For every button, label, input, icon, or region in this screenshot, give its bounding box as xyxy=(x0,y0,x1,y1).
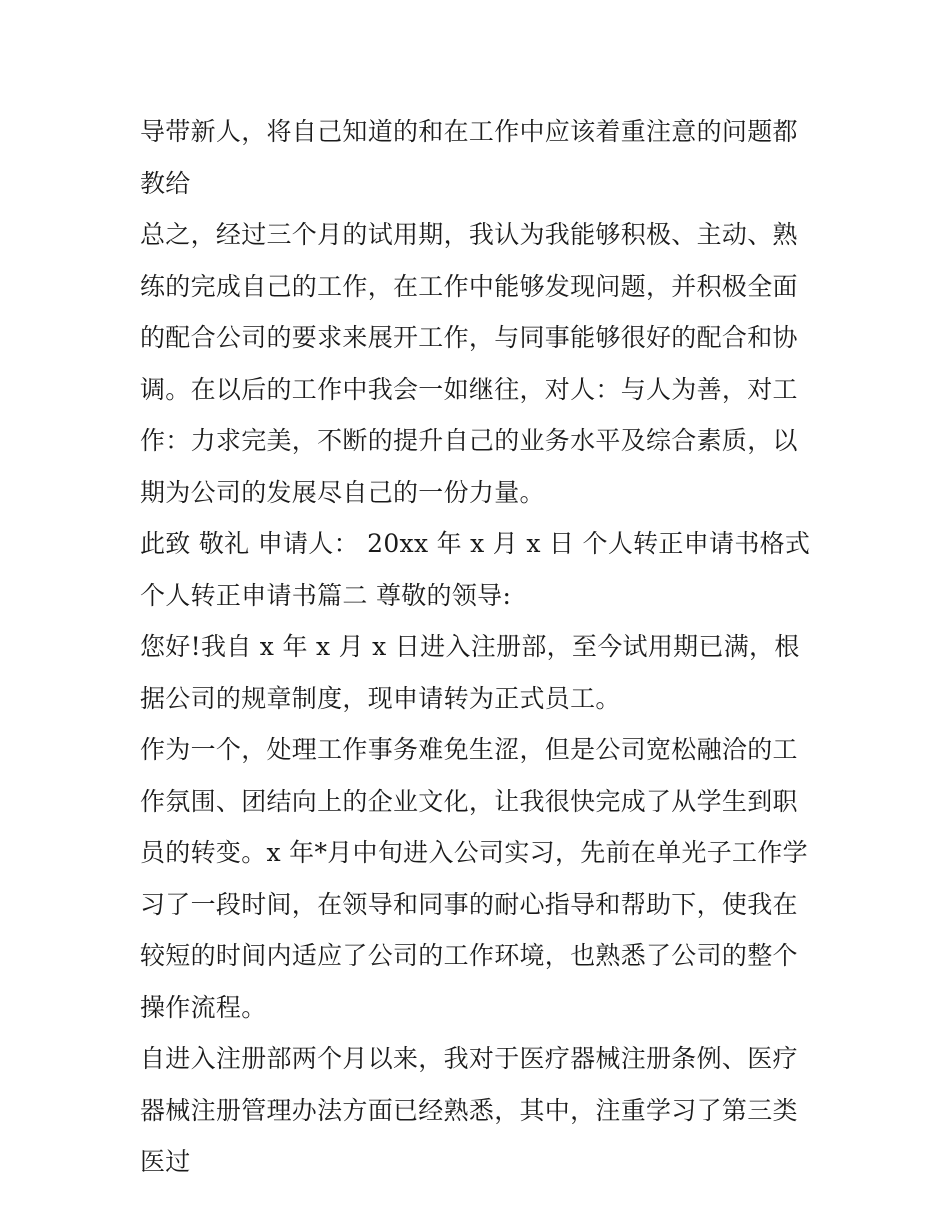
paragraph-2: 总之，经过三个月的试用期，我认为我能够积极、主动、熟练的完成自己的工作，在工作中能够发现问题，并积极全面的配合公司的要求来展开工作，与同事能够很好的配合和协调。在以后的工作中我会一如继往，对人：与人为善，对工作：力求完美，不断的提升自己的业务水平及综合素质，以期为公司的发展尽自己的一份力量。 xyxy=(140,220,798,507)
paragraph-4: 您好!我自 x 年 x 月 x 日进入注册部，至今试用期已满，根据公司的规章制度，现申请转为正式员工。 xyxy=(140,632,800,713)
document-body xyxy=(140,106,820,1188)
paragraph-1: 导带新人，将自己知道的和在工作中应该着重注意的问题都教给 xyxy=(140,117,798,198)
paragraph-5: 作为一个，处理工作事务难免生涩，但是公司宽松融洽的工作氛围、团结向上的企业文化，让我很快完成了从学生到职员的转变。x 年*月中旬进入公司实习，先前在单光子工作学习了一段时间，在领导和同事的耐心指导和帮助下，使我在较短的时间内适应了公司的工作环境，也熟悉了公司的整个操作流程。 xyxy=(140,735,808,1022)
paragraph-6: 自进入注册部两个月以来，我对于医疗器械注册条例、医疗器械注册管理办法方面已经熟悉，其中，注重学习了第三类医过 xyxy=(140,1044,798,1176)
paragraph-3: 此致 敬礼 申请人： 20xx 年 x 月 x 日 个人转正申请书格式 个人转正申请书篇二 尊敬的领导: xyxy=(140,529,811,610)
